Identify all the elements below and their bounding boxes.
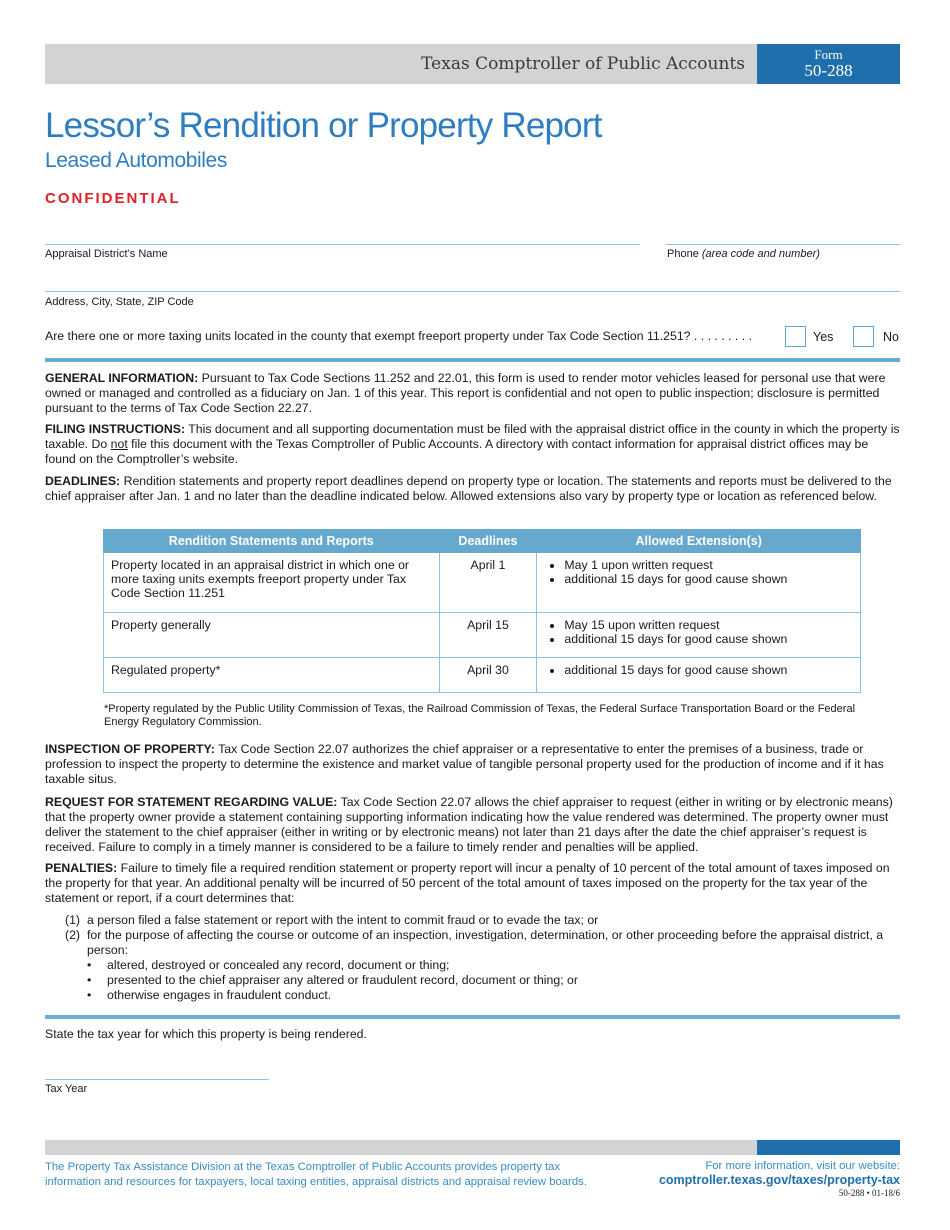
table-cell-item: Property located in an appraisal district in which one or more taxing units exempts freeport property under Tax Code Section 11.251: [104, 553, 440, 613]
table-header-cell: Allowed Extension(s): [537, 530, 861, 553]
address-field[interactable]: [45, 291, 900, 292]
form-label: Form: [814, 47, 843, 62]
phone-field[interactable]: [666, 244, 900, 245]
table-row: [104, 658, 861, 693]
table-row: [104, 553, 861, 613]
request-for-statement: [45, 795, 900, 855]
penalties: [45, 861, 900, 906]
footer-website-prompt: For more information, visit our website:: [705, 1160, 900, 1172]
penalty-bullet: • otherwise engages in fraudulent conduct.: [65, 988, 900, 1003]
filing-instructions-not: not: [110, 437, 128, 451]
address-label: Address, City, State, ZIP Code: [45, 296, 194, 308]
tax-year-field[interactable]: [45, 1079, 269, 1080]
penalties-text: Failure to timely file a required rendition statement or property report will incur a penalty of 10 percent of the total amount of taxes imposed on the property for that year. An additional penalty will be incurred of 50 percent of the total amount of taxes imposed on the property for the tax year of the statement or report, if a court determines that:: [45, 861, 890, 905]
penalty-item-text: a person filed a false statement or report with the intent to commit fraud or to evade the tax; or: [87, 913, 599, 927]
tax-year-question: State the tax year for which this property is being rendered.: [45, 1027, 367, 1041]
penalty-bullet: • presented to the chief appraiser any altered or fraudulent record, document or thing; or: [65, 973, 900, 988]
penalty-bullet-text: presented to the chief appraiser any altered or fraudulent record, document or thing; or: [107, 973, 578, 987]
penalty-item-number: (1): [65, 913, 81, 927]
deadlines-info: [45, 474, 900, 504]
penalty-item-number: (2): [65, 928, 81, 942]
table-cell-extensions: [537, 613, 861, 658]
list-item: • May 15 upon written request: [564, 618, 853, 632]
no-label: No: [883, 330, 899, 344]
table-header-row: [104, 530, 861, 553]
deadline-table: [103, 529, 861, 693]
list-item: • May 1 upon written request: [564, 558, 853, 572]
form-number-box: [757, 44, 900, 84]
footer-bar: [45, 1140, 757, 1155]
list-item: • additional 15 days for good cause shown: [564, 663, 853, 677]
table-cell-deadline: April 30: [439, 658, 537, 693]
general-information-text: Pursuant to Tax Code Sections 11.252 and 22.01, this form is used to render motor vehicles leased for personal use that were owned or managed and controlled as a fiduciary on Jan. 1 of this year. This report is confidential and not open to public inspection; disclosure is permitted pursuant to the terms of Tax Code Section 22.27.: [45, 371, 886, 415]
phone-label: [667, 248, 820, 260]
penalty-item-1: [65, 913, 900, 928]
table-cell-extensions: [537, 658, 861, 693]
table-cell-deadline: April 1: [439, 553, 537, 613]
section-divider: [45, 358, 900, 362]
filing-instructions-text-2: file this document with the Texas Comptroller of Public Accounts. A directory with contact information for appraisal district offices may be found on the Comptroller’s website.: [45, 437, 869, 466]
penalty-bullet-text: otherwise engages in fraudulent conduct.: [107, 988, 332, 1002]
filing-instructions-heading: FILING INSTRUCTIONS:: [45, 422, 186, 436]
table-cell-extensions: [537, 553, 861, 613]
agency-name: Texas Comptroller of Public Accounts: [421, 54, 745, 74]
table-header-cell: Rendition Statements and Reports: [104, 530, 440, 553]
filing-instructions: [45, 422, 900, 467]
request-text: Tax Code Section 22.07 allows the chief appraiser to request (either in writing or by electronic means) that the property owner provide a statement containing supporting information indicating how the value rendered was determined. The property owner must deliver the statement to the chief appraiser (either in writing or by electronic means) not later than 21 days after the date the chief appraiser’s request is received. Failure to comply in a timely manner is considered to be a failure to timely render and penalties will be applied.: [45, 795, 893, 854]
penalties-heading: PENALTIES:: [45, 861, 118, 875]
list-item: • additional 15 days for good cause shown: [564, 632, 853, 646]
penalty-bullet-text: altered, destroyed or concealed any record, document or thing;: [107, 958, 450, 972]
page-subtitle: Leased Automobiles: [45, 149, 227, 172]
footer-accent: [757, 1140, 900, 1155]
deadlines-text: Rendition statements and property report deadlines depend on property type or location. The statements and reports must be delivered to the chief appraiser after Jan. 1 and no later than the deadline indicated below. Allowed extensions also vary by property type or location as referenced below.: [45, 474, 892, 503]
table-header-cell: Deadlines: [439, 530, 537, 553]
yes-checkbox[interactable]: [785, 326, 806, 347]
inspection-of-property: [45, 742, 900, 787]
table-footnote: *Property regulated by the Public Utility Commission of Texas, the Railroad Commission of Texas, the Federal Surface Transportation Board or the Federal Energy Regulatory Commission.: [104, 703, 856, 728]
appraisal-district-name-field[interactable]: [45, 244, 640, 245]
footer-website-link[interactable]: comptroller.texas.gov/taxes/property-tax: [658, 1173, 900, 1187]
freeport-question: Are there one or more taxing units located in the county that exempt freeport property under Tax Code Section 11.251? . . . . . . . . .: [45, 329, 753, 343]
table-row: [104, 613, 861, 658]
general-information: [45, 371, 900, 416]
appraisal-district-name-label: Appraisal District’s Name: [45, 248, 168, 260]
phone-label-note: (area code and number): [701, 248, 820, 260]
request-heading: REQUEST FOR STATEMENT REGARDING VALUE:: [45, 795, 338, 809]
yes-label: Yes: [813, 330, 834, 344]
penalty-item-text: for the purpose of affecting the course or outcome of an inspection, investigation, determination, or other proceeding before the appraisal district, a person:: [87, 928, 884, 957]
filing-instructions-text-1: This document and all supporting documentation must be filed with the appraisal district office in the county in which the property is taxable. Do: [45, 422, 900, 451]
form-number: 50-288: [804, 61, 853, 80]
list-item: • additional 15 days for good cause shown: [564, 572, 853, 586]
phone-label-text: Phone: [667, 248, 699, 260]
general-information-heading: GENERAL INFORMATION:: [45, 371, 199, 385]
table-cell-item: Regulated property*: [104, 658, 440, 693]
footer-form-code: 50-288 • 01-18/6: [838, 1188, 900, 1198]
deadlines-heading: DEADLINES:: [45, 474, 121, 488]
section-divider: [45, 1015, 900, 1019]
inspection-heading: INSPECTION OF PROPERTY:: [45, 742, 215, 756]
footer-description: The Property Tax Assistance Division at the Texas Comptroller of Public Accounts provides property tax information and resources for taxpayers, local taxing entities, appraisal districts and appraisal review boards.: [45, 1161, 587, 1188]
confidential-label: CONFIDENTIAL: [45, 190, 181, 207]
inspection-text: Tax Code Section 22.07 authorizes the chief appraiser or a representative to enter the premises of a business, trade or profession to inspect the property to determine the existence and market value of tangible personal property used for the production of income and if it has taxable situs.: [45, 742, 884, 786]
penalty-bullet: • altered, destroyed or concealed any record, document or thing;: [65, 958, 900, 973]
page-title: Lessor’s Rendition or Property Report: [45, 106, 602, 145]
table-cell-deadline: April 15: [439, 613, 537, 658]
no-checkbox[interactable]: [853, 326, 874, 347]
penalty-item-2: [65, 928, 900, 958]
tax-year-label: Tax Year: [45, 1083, 88, 1095]
table-cell-item: Property generally: [104, 613, 440, 658]
